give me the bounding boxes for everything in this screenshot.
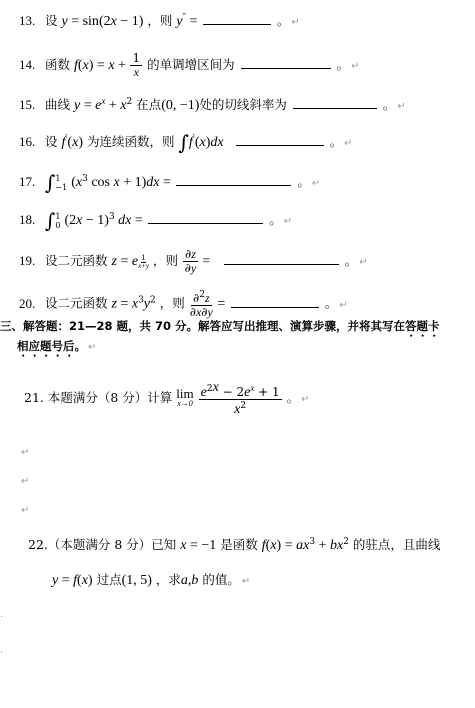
math-expression: y xyxy=(176,14,183,30)
question-text: 设 xyxy=(44,13,58,29)
question-text: 函数 xyxy=(44,57,70,72)
question-text: ，则 xyxy=(152,253,178,268)
question-text: 设 xyxy=(44,134,58,150)
integral-sign: ∫ xyxy=(44,170,56,195)
question-text: ，则 xyxy=(159,295,185,311)
section-heading-line2: 相应题号后。 ↵ xyxy=(17,339,97,353)
answer-blank[interactable] xyxy=(224,252,339,265)
question-16: 16. 设 f′(x) 为连续函数，则 ∫f′(x)dx 。 ↵ xyxy=(19,130,353,155)
math-expression: z xyxy=(111,254,117,269)
question-number: 13. xyxy=(19,13,36,29)
return-mark-icon: ↵ xyxy=(291,17,300,29)
question-text: 本题满分（8 分）计算 xyxy=(47,390,173,405)
question-22-line2: y = f(x) 过点(1, 5) ，求a,b 的值。 ↵ xyxy=(52,572,251,588)
question-number: 16. xyxy=(19,134,36,150)
question-22: 22.（本题满分 8 分）已知 x = −1 是函数 $f(x) = ax^3 + bx^2$ 的驻点，且曲线 xyxy=(28,537,441,554)
partial-derivative: $\frac{\partial^2z}{\partial x\partial y}$ xyxy=(189,290,213,319)
question-text: 过点 xyxy=(96,572,122,587)
answer-blank[interactable] xyxy=(293,96,377,109)
question-21: 21. 本题满分（8 分）计算 lim x→0 $\frac{e^{2x} - 2e^x + 1}{x^2}$ 。 ↵ xyxy=(24,380,310,417)
question-text: 设二元函数 xyxy=(44,253,108,268)
question-17: 17. ∫ 1 −1 ($x^3$ cos x + 1)dx = 。 ↵ xyxy=(19,170,321,195)
question-19: 19. 设二元函数 z = e $\frac{1}{x+y}$ ，则 $\frac{\partial z}{\partial y}$ = 。 ↵ xyxy=(19,247,368,275)
question-14: 14. 函数 f(x) = x + $\frac{1}{x}$ 的单调增区间为 。 ↵ xyxy=(19,51,360,79)
empty-line xyxy=(19,443,29,461)
empty-line xyxy=(19,501,29,519)
question-number: 20. xyxy=(19,295,36,311)
question-15: 15. 曲线 $y = e^x + x^2$ 在点(0, −1)处的切线斜率为 。 ↵ xyxy=(19,96,406,114)
question-13: 13. 设 y = sin(2x − 1) ，则 y″ = 。 ↵ xyxy=(19,13,300,30)
section-heading: 三、解答题：21—28 题，共 70 分。解答应写出推理、演算步骤，并将其写在答题卡 xyxy=(0,319,440,333)
question-text: 是函数 xyxy=(220,537,258,553)
return-mark-icon: ↵ xyxy=(88,342,97,353)
question-20: 20. 设二元函数 $z = x^3y^2$ ，则 $\frac{\partial^2z}{\partial x\partial y}$ = 。 ↵ xyxy=(19,290,348,319)
return-mark-icon: ↵ xyxy=(351,61,360,72)
fraction: $\frac{e^{2x} - 2e^x + 1}{x^2}$ xyxy=(200,380,280,417)
return-mark-icon: ↵ xyxy=(283,216,293,228)
return-mark-icon: ↵ xyxy=(359,257,368,268)
question-text: 22.（本题满分 8 分）已知 xyxy=(28,537,177,553)
partial-derivative: $\frac{\partial z}{\partial y}$ xyxy=(184,247,197,275)
answer-blank[interactable] xyxy=(203,12,271,25)
question-number: 15. xyxy=(19,97,36,113)
return-mark-icon: ↵ xyxy=(397,101,406,113)
answer-blank[interactable] xyxy=(231,295,319,308)
return-mark-icon: ↵ xyxy=(301,394,310,405)
question-text: 为连续函数，则 xyxy=(86,134,175,150)
empty-line xyxy=(19,472,29,490)
margin-mark: · xyxy=(0,612,4,623)
integral-sign: ∫ xyxy=(44,208,56,233)
question-18: 18. ∫ 1 0 $(2x - 1)^3$ dx = 。 ↵ xyxy=(19,208,293,233)
question-text: 处的切线斜率为 xyxy=(199,97,287,113)
question-text: 的单调增区间为 xyxy=(147,57,235,72)
fraction: $\frac{1}{x}$ xyxy=(132,51,141,79)
answer-blank[interactable] xyxy=(148,211,263,224)
margin-mark: · xyxy=(0,648,4,659)
math-expression: f xyxy=(61,135,66,151)
math-expression: z xyxy=(111,296,117,312)
question-text: ，则 xyxy=(147,13,173,29)
return-mark-icon: ↵ xyxy=(344,138,353,150)
question-text: ，求 xyxy=(155,572,181,587)
question-number: 17. xyxy=(19,174,36,190)
return-mark-icon: ↵ xyxy=(21,447,30,458)
question-text: 的值。 xyxy=(202,572,240,587)
answer-blank[interactable] xyxy=(176,173,291,186)
answer-blank[interactable] xyxy=(241,56,331,69)
return-mark-icon: ↵ xyxy=(339,299,348,311)
question-number: 21. xyxy=(24,390,44,405)
question-text: 在点 xyxy=(136,97,162,113)
question-number: 18. xyxy=(19,212,36,228)
return-mark-icon: ↵ xyxy=(21,476,30,487)
question-number: 14. xyxy=(19,57,36,72)
math-expression: y xyxy=(73,98,81,114)
question-text: 曲线 xyxy=(44,97,70,113)
return-mark-icon: ↵ xyxy=(241,576,251,587)
return-mark-icon: ↵ xyxy=(21,505,30,516)
question-number: 19. xyxy=(19,253,36,268)
question-text: 设二元函数 xyxy=(44,295,108,311)
math-expression: f xyxy=(73,58,78,73)
answer-blank[interactable] xyxy=(236,133,324,146)
return-mark-icon: ↵ xyxy=(311,178,321,190)
math-expression: y xyxy=(61,14,68,30)
question-text: 的驻点，且曲线 xyxy=(352,537,441,553)
